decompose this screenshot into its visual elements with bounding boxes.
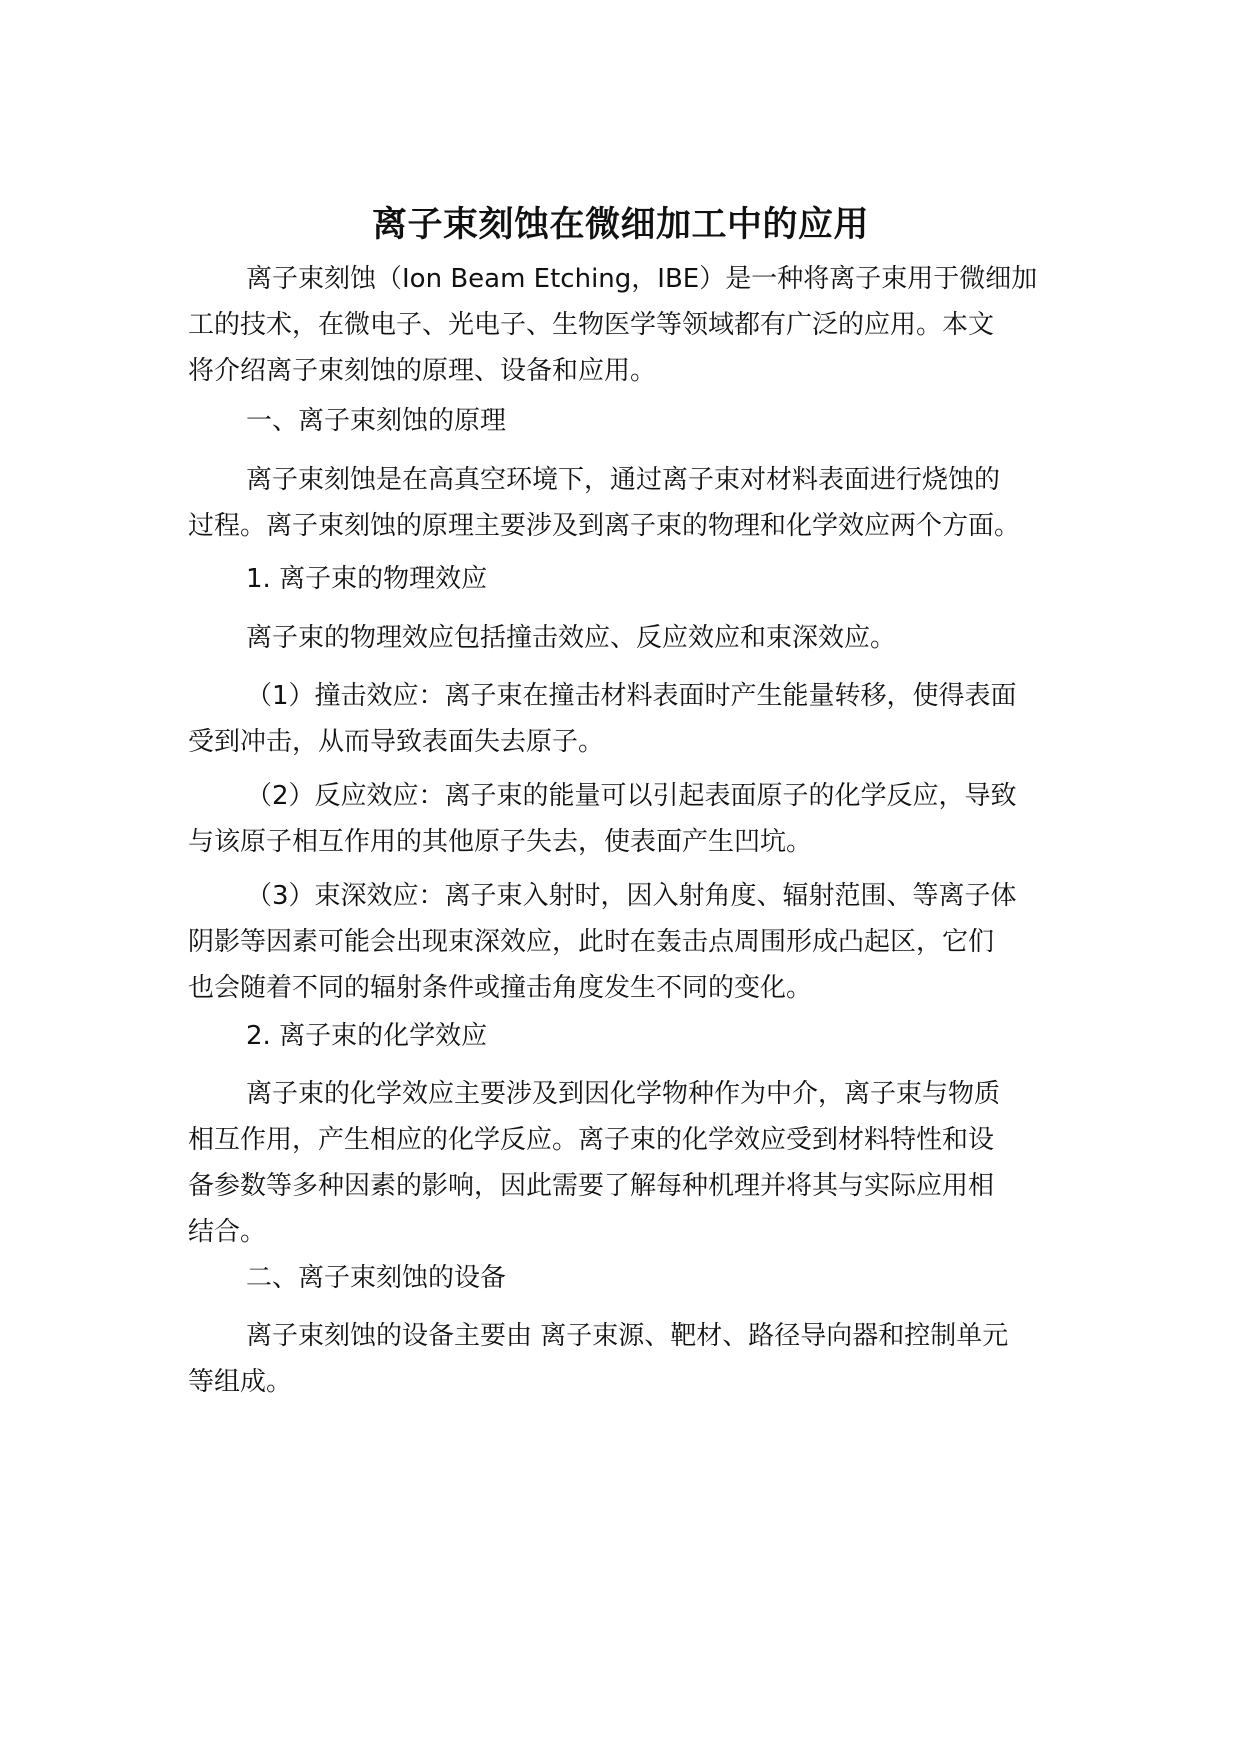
text-line: 过程。离子束刻蚀的原理主要涉及到离子束的物理和化学效应两个方面。 xyxy=(188,511,1021,541)
document-title: 离子束刻蚀在微细加工中的应用 xyxy=(371,205,869,246)
text-line: 离子束刻蚀是在高真空环境下，通过离子束对材料表面进行烧蚀的 xyxy=(246,465,1001,495)
text-line: 将介绍离子束刻蚀的原理、设备和应用。 xyxy=(188,356,657,386)
paragraph-impact-effect xyxy=(188,673,1056,765)
paragraph-beam-depth-effect xyxy=(188,873,1056,1011)
text-line: （1）撞击效应：离子束在撞击材料表面时产生能量转移，使得表面 xyxy=(246,681,1017,711)
text-line: 与该原子相互作用的其他原子失去，使表面产生凹坑。 xyxy=(188,827,813,857)
text-line: 阴影等因素可能会出现束深效应，此时在轰击点周围形成凸起区，它们 xyxy=(188,927,995,957)
subheading-physical-effects xyxy=(188,556,1056,602)
paragraph-physical-summary xyxy=(188,615,1056,661)
paragraph-principle xyxy=(188,457,1056,549)
paragraph-intro xyxy=(188,256,1056,394)
text-line: 离子束刻蚀的设备主要由 离子束源、靶材、路径导向器和控制单元 xyxy=(246,1321,1009,1351)
text-line: 离子束的物理效应包括撞击效应、反应效应和束深效应。 xyxy=(246,623,897,653)
heading-line: 1. 离子束的物理效应 xyxy=(246,564,488,594)
text-line: 离子束刻蚀（Ion Beam Etching，IBE）是一种将离子束用于微细加 xyxy=(246,264,1038,294)
paragraph-reaction-effect xyxy=(188,773,1056,865)
text-line: 等组成。 xyxy=(188,1367,293,1397)
heading-line: 2. 离子束的化学效应 xyxy=(246,1021,488,1051)
text-line: 备参数等多种因素的影响，因此需要了解每种机理并将其与实际应用相 xyxy=(188,1171,995,1201)
paragraph-equipment xyxy=(188,1313,1056,1405)
heading-line: 一、离子束刻蚀的原理 xyxy=(246,406,507,436)
text-line: 工的技术，在微电子、光电子、生物医学等领域都有广泛的应用。本文 xyxy=(188,310,995,340)
text-line: 相互作用，产生相应的化学反应。离子束的化学效应受到材料特性和设 xyxy=(188,1125,995,1155)
heading-line: 二、离子束刻蚀的设备 xyxy=(246,1263,507,1293)
section-heading-equipment xyxy=(188,1255,1056,1301)
text-line: 受到冲击，从而导致表面失去原子。 xyxy=(188,727,605,757)
text-line: 也会随着不同的辐射条件或撞击角度发生不同的变化。 xyxy=(188,973,813,1003)
text-line: 离子束的化学效应主要涉及到因化学物种作为中介，离子束与物质 xyxy=(246,1079,1001,1109)
text-line: 结合。 xyxy=(188,1217,267,1247)
subheading-chemical-effects xyxy=(188,1013,1056,1059)
paragraph-chemical-effects xyxy=(188,1071,1056,1255)
section-heading-principle xyxy=(188,398,1056,444)
text-line: （2）反应效应：离子束的能量可以引起表面原子的化学反应，导致 xyxy=(246,781,1017,811)
text-line: （3）束深效应：离子束入射时，因入射角度、辐射范围、等离子体 xyxy=(246,881,1017,911)
